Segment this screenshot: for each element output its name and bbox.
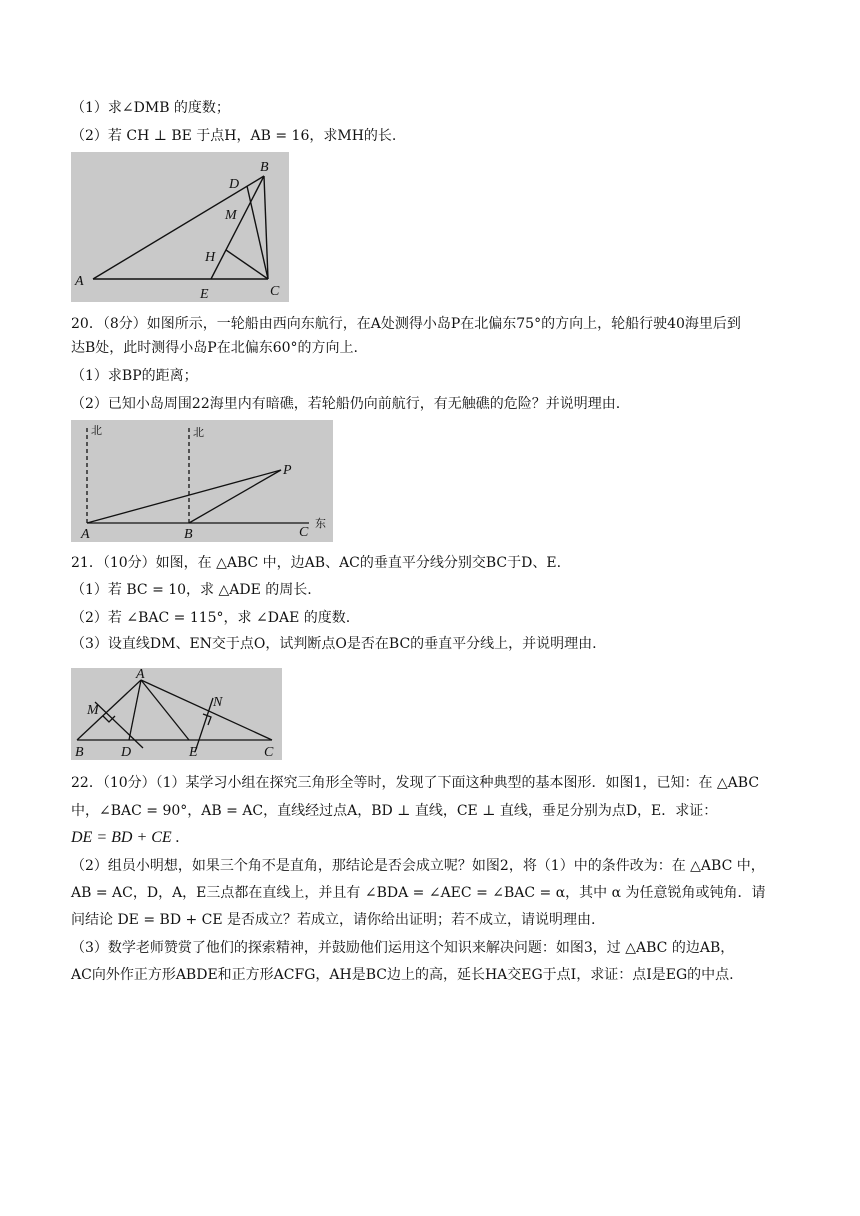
q22-line3: DE = BD + CE . <box>71 829 180 846</box>
q20-label-east: 东 <box>315 517 326 530</box>
q21-stem: 21．（10分）如图，在 △ABC 中，边AB、AC的垂直平分线分别交BC于D、E. <box>71 555 562 571</box>
q19-label-d: D <box>229 177 240 192</box>
q19-part2: （2）若 CH ⊥ BE 于点H，AB = 16，求MH的长. <box>71 128 397 144</box>
q21-part3: （3）设直线DM、EN交于点O，试判断点O是否在BC的垂直平分线上，并说明理由. <box>71 636 597 652</box>
q19-label-b: B <box>260 160 269 175</box>
q20-label-a: A <box>81 527 90 542</box>
q20-label-b: B <box>184 527 193 542</box>
q22-line6: 问结论 DE = BD + CE 是否成立？若成立，请你给出证明；若不成立，请说明理由. <box>71 912 596 928</box>
q19-label-c: C <box>270 284 280 299</box>
q20-label-north-b: 北 <box>193 426 204 439</box>
q21-label-d: D <box>121 745 132 760</box>
q20-label-p: P <box>283 463 292 478</box>
q22-line5: AB = AC，D，A，E三点都在直线上，并且有 ∠BDA = ∠AEC = ∠BAC = α，其中 α 为任意锐角或钝角．请 <box>71 885 766 901</box>
q22-line8: AC向外作正方形ABDE和正方形ACFG，AH是BC边上的高，延长HA交EG于点I，求证：点I是EG的中点. <box>71 967 734 983</box>
q21-figure <box>71 668 282 760</box>
q21-label-a: A <box>136 668 145 682</box>
q20-label-north-a: 北 <box>91 424 102 437</box>
q19-label-a: A <box>75 274 84 289</box>
q20-part2: （2）已知小岛周围22海里内有暗礁，若轮船仍向前航行，有无触礁的危险？并说明理由. <box>71 396 621 412</box>
q20-stem-line1: 20．（8分）如图所示，一轮船由西向东航行，在A处测得小岛P在北偏东75°的方向上，轮船行驶40海里后到 <box>71 316 741 332</box>
q19-label-h: H <box>205 250 216 265</box>
q19-part1: （1）求∠DMB 的度数； <box>71 100 230 116</box>
q19-figure <box>71 152 289 302</box>
q20-part1: （1）求BP的距离； <box>71 368 198 384</box>
q22-line7: （3）数学老师赞赏了他们的探索精神，并鼓励他们运用这个知识来解决问题：如图3，过 △ABC 的边AB， <box>71 940 735 956</box>
q21-label-e: E <box>189 745 198 760</box>
q21-label-n: N <box>213 695 223 710</box>
q21-label-m: M <box>87 703 99 718</box>
q19-label-e: E <box>200 287 209 302</box>
q22-line1: 22．（10分）（1）某学习小组在探究三角形全等时，发现了下面这种典型的基本图形．如图1，已知：在 △ABC <box>71 775 760 791</box>
q22-line2: 中，∠BAC = 90°，AB = AC，直线经过点A，BD ⊥ 直线，CE ⊥ 直线，垂足分别为点D，E．求证： <box>71 803 718 819</box>
q20-label-c: C <box>299 525 309 540</box>
q20-stem-line2: 达B处，此时测得小岛P在北偏东60°的方向上. <box>71 340 358 356</box>
q20-figure <box>71 420 333 542</box>
q19-label-m: M <box>225 208 237 223</box>
q21-part1: （1）若 BC = 10，求 △ADE 的周长. <box>71 582 312 598</box>
q21-label-c: C <box>264 745 274 760</box>
q21-part2: （2）若 ∠BAC = 115°，求 ∠DAE 的度数. <box>71 610 351 626</box>
q21-label-b: B <box>75 745 84 760</box>
q22-line4: （2）组员小明想，如果三个角不是直角，那结论是否会成立呢？如图2，将（1）中的条件改为：在 △ABC 中， <box>71 858 765 874</box>
